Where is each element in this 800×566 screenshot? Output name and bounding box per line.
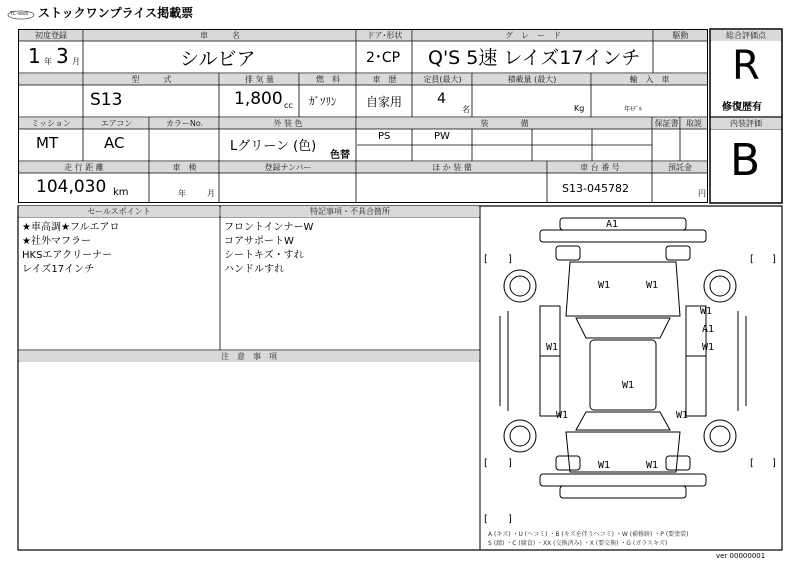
label-inspection: 車 検 — [150, 162, 219, 173]
overall-rating: R — [732, 43, 760, 89]
damage-mark: W1 — [598, 460, 611, 471]
label-mission: ミッション — [19, 118, 83, 129]
list-item: フロントインナーW — [224, 222, 314, 233]
car-name: シルビア — [180, 48, 256, 70]
list-item: ★車高調★フルエアロ — [22, 222, 120, 233]
interior-rating: B — [730, 135, 761, 186]
deposit-unit: 円 — [698, 189, 706, 198]
label-equipment: 装 備 — [357, 118, 652, 129]
label-caution: 注 意 事 項 — [19, 351, 479, 362]
model: S13 — [90, 90, 123, 110]
history: 自家用 — [366, 95, 403, 109]
equipment-pw: PW — [434, 131, 450, 142]
label-fuel: 燃 料 — [300, 74, 356, 85]
mission: MT — [36, 134, 59, 152]
damage-mark: W1 — [676, 410, 689, 421]
first-reg-month: 3 — [56, 44, 69, 68]
version: ver 00000001 — [716, 552, 766, 560]
bracket-open: [ — [750, 458, 754, 469]
aircon: AC — [104, 134, 125, 152]
label-history: 車 歴 — [357, 74, 412, 85]
inspection-year-unit: 年 — [178, 189, 186, 198]
label-grade: グ レ ー ド — [413, 30, 653, 41]
page-title: ストックワンプライス掲載票 — [38, 6, 194, 20]
damage-mark: W1 — [700, 306, 713, 317]
color-change: 色替 — [330, 150, 350, 161]
first-reg-month-unit: 月 — [72, 57, 80, 66]
label-drive: 駆動 — [654, 30, 707, 41]
grade: Q'S 5速 レイズ17インチ — [428, 47, 641, 69]
displacement-unit: cc — [284, 101, 293, 110]
label-chassis-no: 車 台 番 号 — [548, 162, 652, 173]
exterior-color: Lグリーン (色) — [230, 139, 317, 154]
car-outline — [500, 218, 746, 498]
label-car-name: 車 名 — [84, 30, 356, 41]
list-item: HKSエアクリーナー — [22, 250, 113, 261]
label-aircon: エアコン — [84, 118, 149, 129]
label-interior: 内装評価 — [711, 118, 781, 129]
capacity: 4 — [437, 91, 446, 107]
list-item: コアサポートW — [224, 236, 294, 247]
brand-text: TC-web — [10, 11, 29, 17]
label-other-equipment: ほ か 装 備 — [357, 162, 547, 173]
label-exterior-color: 外 装 色 — [220, 118, 356, 129]
label-first-reg: 初度登録 — [19, 30, 83, 41]
capacity-unit: 名 — [462, 105, 470, 114]
equipment-ps: PS — [378, 131, 391, 142]
label-plate: 登録ナンバー — [220, 162, 356, 173]
label-notes: 特記事項・不具合箇所 — [221, 206, 479, 217]
label-import: 輸 入 車 — [592, 74, 707, 85]
label-model: 型 式 — [84, 74, 219, 85]
mileage: 104,030 — [36, 177, 107, 197]
label-manual: 取説 — [681, 118, 707, 129]
bracket-open: [ — [484, 254, 488, 265]
damage-mark: W1 — [598, 280, 611, 291]
label-overall: 総合評価点 — [711, 30, 781, 41]
bracket-open: [ — [484, 514, 488, 525]
load-unit: Kg — [574, 104, 585, 113]
list-item: ハンドルすれ — [224, 264, 284, 275]
damage-mark: W1 — [646, 280, 659, 291]
label-warranty: 保証書 — [654, 119, 679, 128]
damage-mark: A1 — [702, 324, 715, 335]
label-load: 積載量 (最大) — [473, 74, 591, 85]
notes-list — [224, 221, 313, 277]
damage-mark: W1 — [556, 410, 569, 421]
label-displacement: 排 気 量 — [220, 74, 299, 85]
overall-note: 修復歴有 — [722, 102, 762, 113]
label-color-no: カラーNo. — [150, 118, 219, 129]
displacement: 1,800 — [234, 89, 283, 109]
sales-points-list — [22, 221, 120, 277]
bracket-close: ] — [508, 458, 512, 469]
bracket-close: ] — [508, 254, 512, 265]
list-item: シートキズ・すれ — [224, 250, 304, 261]
car-diagram — [480, 206, 782, 550]
damage-mark: W1 — [646, 460, 659, 471]
door-type: 2･CP — [366, 50, 401, 66]
bracket-open: [ — [484, 458, 488, 469]
damage-mark: A1 — [606, 219, 619, 230]
chassis-no: S13-045782 — [562, 182, 629, 195]
fuel: ｶﾞｿﾘﾝ — [309, 95, 337, 108]
label-door-type: ドア･形状 — [357, 30, 412, 41]
legend-line-1: A (キズ) ・U (ヘコミ) ・B (キズを伴うヘコミ) ・W (補修跡) ・P (要塗装) — [488, 531, 689, 538]
label-deposit: 預託金 — [653, 162, 707, 173]
mileage-unit: km — [113, 187, 129, 198]
first-reg-year-unit: 年 — [44, 57, 52, 66]
bracket-open: [ — [750, 254, 754, 265]
inspection-month-unit: 月 — [207, 189, 215, 198]
import-unit: 年ﾓﾃﾞﾙ — [624, 106, 643, 113]
bracket-close: ] — [508, 514, 512, 525]
damage-mark: W1 — [546, 342, 559, 353]
label-sales-points: セールスポイント — [19, 206, 219, 217]
list-item: レイズ17インチ — [22, 264, 95, 275]
label-mileage: 走 行 距 離 — [19, 162, 149, 173]
bracket-close: ] — [772, 458, 776, 469]
damage-mark: W1 — [622, 380, 635, 391]
bracket-close: ] — [772, 254, 776, 265]
legend-line-2: S (錆) ・C (腐食) ・XX (交換済み) ・X (要交換) ・G (ガラスキズ) — [488, 540, 668, 547]
label-capacity: 定員(最大) — [413, 74, 472, 85]
list-item: ★社外マフラー — [22, 236, 91, 247]
damage-mark: W1 — [702, 342, 715, 353]
first-reg-year: 1 — [28, 44, 41, 68]
